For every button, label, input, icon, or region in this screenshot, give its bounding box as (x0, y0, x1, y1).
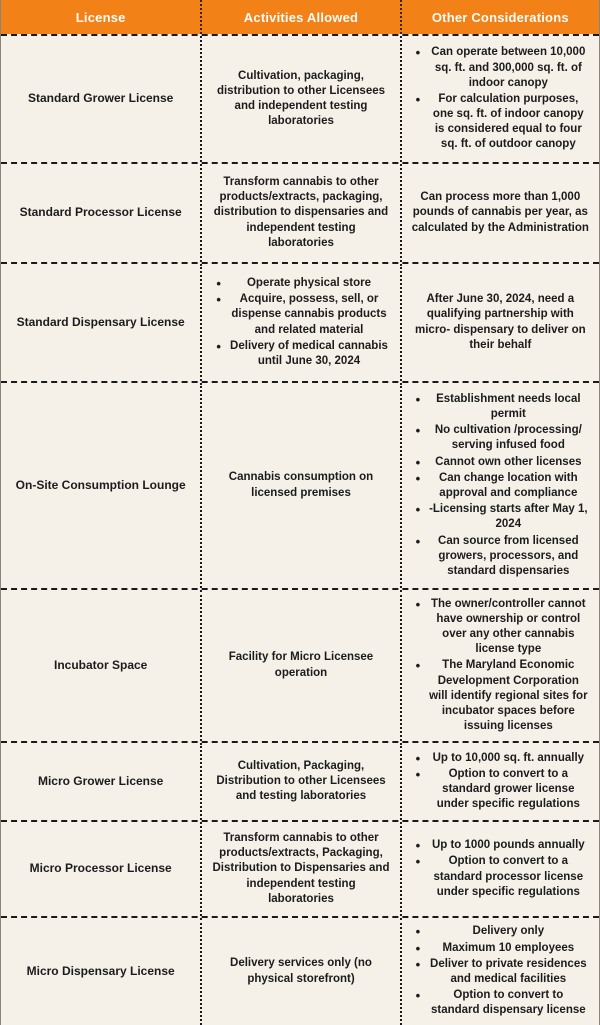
activities-cell (200, 822, 399, 916)
bullet-item: • Deliver to private residences and medical facilities (412, 957, 589, 987)
activities-bullet-list (212, 275, 389, 370)
bullet-item: • Can operate between 10,000 sq. ft. and 300,000 sq. ft. of indoor canopy (412, 45, 589, 91)
activities-cell (200, 590, 399, 741)
bullet-item: • For calculation purposes, one sq. ft. of indoor canopy is considered equal to four sq. ft. of outdoor canopy (412, 92, 589, 153)
license-name: Incubator Space (53, 657, 148, 672)
bullet-item: • Cannot own other licenses (412, 455, 589, 470)
license-name: Micro Grower License (37, 773, 164, 788)
activities-text: Facility for Micro Licensee operation (228, 651, 374, 679)
activities-text: Transform cannabis to other products/extracts, Packaging, Distribution to Dispensaries and independent testing laboratories (212, 832, 390, 905)
table-row-micro-grower (1, 741, 599, 820)
bullet-item: • Delivery of medical cannabis until June 30, 2024 (212, 339, 389, 369)
license-cell (1, 590, 200, 741)
activities-cell (200, 383, 399, 588)
license-cell (1, 383, 200, 588)
considerations-cell (400, 36, 599, 162)
considerations-bullet-list (412, 923, 589, 1019)
bullet-item: • Option to convert to standard dispensary license (412, 988, 589, 1018)
bullet-item: • Delivery only (412, 924, 589, 939)
considerations-bullet-list (412, 391, 589, 580)
activities-text: Cultivation, packaging, distribution to other Licensees and independent testing laboratories (216, 69, 386, 128)
considerations-cell (400, 743, 599, 820)
bullet-item: • Up to 1000 pounds annually (412, 838, 589, 853)
bullet-item: • Acquire, possess, sell, or dispense cannabis products and related material (212, 292, 389, 338)
bullet-item: • Can source from licensed growers, processors, and standard dispensaries (412, 534, 589, 580)
table-row-micro-processor (1, 820, 599, 916)
bullet-item: • Operate physical store (212, 276, 389, 291)
considerations-cell (400, 918, 599, 1025)
table-row-standard-grower (1, 34, 599, 162)
table-row-standard-processor (1, 162, 599, 262)
table-row-incubator-space (1, 588, 599, 741)
considerations-bullet-list (412, 837, 589, 901)
bullet-item: • Option to convert to a standard grower license under specific regulations (412, 767, 589, 813)
license-name: Micro Dispensary License (26, 963, 175, 978)
activities-text: Transform cannabis to other products/extracts, packaging, distribution to dispensaries and independent testing laboratories (213, 176, 389, 249)
activities-cell (200, 164, 399, 262)
bullet-item: • Establishment needs local permit (412, 392, 589, 422)
bullet-item: • The Maryland Economic Development Corporation will identify regional sites for incubator spaces before issuing licenses (412, 658, 589, 734)
considerations-cell (400, 383, 599, 588)
bullet-item: • Maximum 10 employees (412, 941, 589, 956)
considerations-cell (400, 264, 599, 381)
bullet-item: • Can change location with approval and compliance (412, 471, 589, 501)
license-cell (1, 36, 200, 162)
bullet-item: • No cultivation /processing/ serving infused food (412, 423, 589, 453)
considerations-cell (400, 590, 599, 741)
considerations-text: Can process more than 1,000 pounds of cannabis per year, as calculated by the Administration (411, 191, 589, 234)
license-cell (1, 264, 200, 381)
bullet-item: • Up to 10,000 sq. ft. annually (412, 751, 589, 766)
bullet-item: • -Licensing starts after May 1, 2024 (412, 502, 589, 532)
considerations-text: After June 30, 2024, need a qualifying partnership with micro- dispensary to deliver on their behalf (415, 293, 586, 351)
activities-cell (200, 743, 399, 820)
considerations-cell (400, 164, 599, 262)
considerations-bullet-list (412, 750, 589, 814)
activities-text: Delivery services only (no physical storefront) (230, 957, 372, 985)
considerations-bullet-list (412, 596, 589, 736)
considerations-bullet-list (412, 44, 589, 153)
license-name: Standard Grower License (27, 91, 174, 106)
table-row-standard-dispensary (1, 262, 599, 381)
bullet-item: • Option to convert to a standard processor license under specific regulations (412, 854, 589, 900)
license-name: Standard Dispensary License (16, 314, 185, 329)
table-row-micro-dispensary (1, 916, 599, 1025)
table-header-row (1, 0, 599, 34)
license-name: On-Site Consumption Lounge (15, 477, 186, 492)
license-cell (1, 164, 200, 262)
license-cell (1, 743, 200, 820)
header-cell-license: License (75, 9, 126, 25)
license-name: Standard Processor License (19, 205, 182, 220)
considerations-cell (400, 822, 599, 916)
activities-cell (200, 918, 399, 1025)
header-cell-activities: Activities Allowed (200, 0, 399, 34)
activities-cell (200, 36, 399, 162)
bullet-item: • The owner/controller cannot have ownership or control over any other cannabis license type (412, 597, 589, 658)
activities-text: Cultivation, Packaging, Distribution to other Licensees and testing laboratories (216, 759, 386, 803)
header-cell-considerations: Other Considerations (400, 0, 599, 34)
activities-cell (200, 264, 399, 381)
activities-text: Cannabis consumption on licensed premises (228, 471, 374, 499)
license-name: Micro Processor License (29, 861, 172, 876)
table-row-onsite-consumption-lounge (1, 381, 599, 588)
license-cell (1, 918, 200, 1025)
license-cell (1, 822, 200, 916)
